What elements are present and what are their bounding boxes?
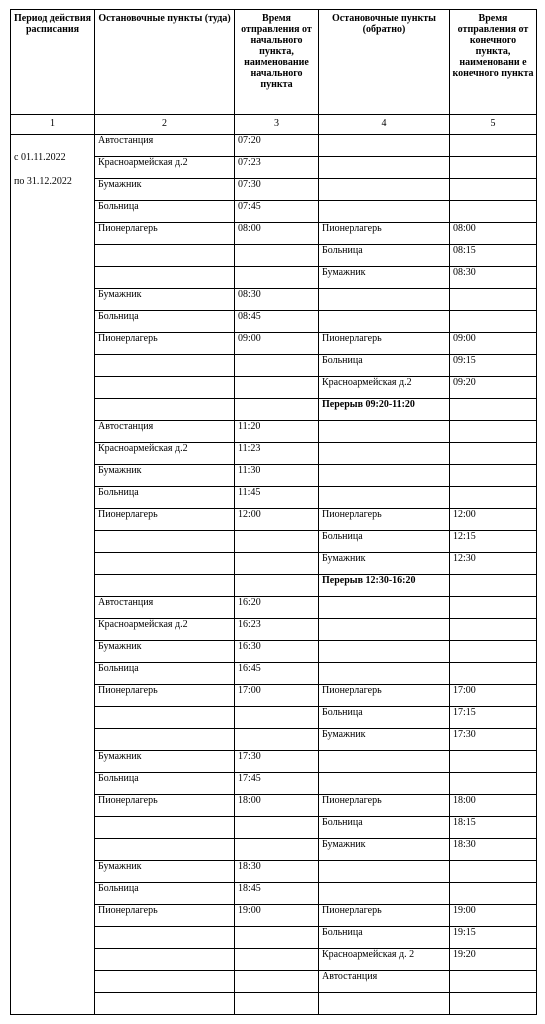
time-back-cell [450, 289, 537, 311]
stop-to-cell: Бумажник [95, 861, 235, 883]
period-cell [11, 135, 95, 1015]
time-back-cell [450, 773, 537, 795]
stop-back-cell [319, 179, 450, 201]
stop-back-cell: Пионерлагерь [319, 905, 450, 927]
stop-to-cell: Красноармейская д.2 [95, 157, 235, 179]
stop-back-cell [319, 135, 450, 157]
time-to-cell [235, 729, 319, 751]
time-back-cell [450, 421, 537, 443]
time-to-cell [235, 377, 319, 399]
time-to-cell: 07:30 [235, 179, 319, 201]
time-back-cell [450, 443, 537, 465]
stop-to-cell [95, 399, 235, 421]
stop-back-cell [319, 289, 450, 311]
stop-to-cell [95, 729, 235, 751]
stop-to-cell [95, 575, 235, 597]
stop-to-cell [95, 993, 235, 1015]
time-back-cell: 08:30 [450, 267, 537, 289]
time-to-cell: 11:23 [235, 443, 319, 465]
stop-to-cell [95, 927, 235, 949]
stop-back-cell [319, 157, 450, 179]
column-number: 3 [235, 115, 319, 135]
time-to-cell: 07:23 [235, 157, 319, 179]
period-to: по 31.12.2022 [14, 176, 72, 187]
time-to-cell [235, 245, 319, 267]
stop-to-cell: Бумажник [95, 465, 235, 487]
time-to-cell: 16:30 [235, 641, 319, 663]
stop-to-cell: Бумажник [95, 179, 235, 201]
stop-to-cell: Бумажник [95, 751, 235, 773]
stop-back-cell [319, 311, 450, 333]
table-row [11, 135, 537, 157]
time-back-cell [450, 663, 537, 685]
stop-to-cell: Бумажник [95, 641, 235, 663]
stop-back-cell: Больница [319, 927, 450, 949]
stop-back-cell: Больница [319, 355, 450, 377]
stop-to-cell: Больница [95, 311, 235, 333]
time-back-cell [450, 993, 537, 1015]
stop-to-cell: Больница [95, 663, 235, 685]
column-number: 2 [95, 115, 235, 135]
stop-back-cell [319, 487, 450, 509]
stop-back-cell: Бумажник [319, 839, 450, 861]
stop-to-cell [95, 245, 235, 267]
header-departure-start: Время отправления от начального пункта, наименование начального пункта [235, 10, 319, 115]
time-back-cell [450, 487, 537, 509]
time-to-cell: 18:45 [235, 883, 319, 905]
stop-back-cell [319, 993, 450, 1015]
stop-back-cell: Пионерлагерь [319, 509, 450, 531]
time-to-cell [235, 927, 319, 949]
time-back-cell: 18:30 [450, 839, 537, 861]
stop-back-cell: Красноармейская д. 2 [319, 949, 450, 971]
stop-to-cell [95, 553, 235, 575]
time-to-cell: 08:30 [235, 289, 319, 311]
time-back-cell: 19:20 [450, 949, 537, 971]
time-back-cell [450, 641, 537, 663]
time-to-cell: 11:45 [235, 487, 319, 509]
stop-back-cell [319, 201, 450, 223]
stop-back-cell: Бумажник [319, 553, 450, 575]
stop-back-cell: Пионерлагерь [319, 685, 450, 707]
header-period: Период действия расписания [11, 10, 95, 115]
stop-back-cell: Больница [319, 531, 450, 553]
time-back-cell: 12:15 [450, 531, 537, 553]
time-to-cell: 17:30 [235, 751, 319, 773]
stop-back-cell [319, 883, 450, 905]
time-to-cell: 12:00 [235, 509, 319, 531]
time-back-cell: 17:15 [450, 707, 537, 729]
time-to-cell: 18:00 [235, 795, 319, 817]
column-number-row [11, 115, 537, 135]
stop-to-cell: Пионерлагерь [95, 685, 235, 707]
stop-back-cell: Пионерлагерь [319, 223, 450, 245]
time-to-cell [235, 839, 319, 861]
stop-to-cell: Пионерлагерь [95, 905, 235, 927]
time-back-cell [450, 597, 537, 619]
stop-back-cell [319, 773, 450, 795]
stop-back-cell: Бумажник [319, 729, 450, 751]
stop-back-cell: Больница [319, 707, 450, 729]
stop-to-cell: Пионерлагерь [95, 223, 235, 245]
stop-back-cell: Пионерлагерь [319, 333, 450, 355]
time-back-cell: 09:00 [450, 333, 537, 355]
time-back-cell [450, 399, 537, 421]
stop-back-cell: Красноармейская д.2 [319, 377, 450, 399]
time-to-cell [235, 707, 319, 729]
time-back-cell [450, 135, 537, 157]
time-back-cell [450, 311, 537, 333]
stop-to-cell: Пионерлагерь [95, 333, 235, 355]
stop-to-cell: Бумажник [95, 289, 235, 311]
time-to-cell: 16:23 [235, 619, 319, 641]
stop-back-cell [319, 751, 450, 773]
time-back-cell [450, 971, 537, 993]
stop-back-cell [319, 641, 450, 663]
time-to-cell: 11:30 [235, 465, 319, 487]
column-number: 5 [450, 115, 537, 135]
column-number: 1 [11, 115, 95, 135]
header-row [11, 10, 537, 115]
stop-to-cell: Больница [95, 201, 235, 223]
time-to-cell: 07:45 [235, 201, 319, 223]
stop-to-cell: Красноармейская д.2 [95, 619, 235, 641]
time-back-cell: 12:30 [450, 553, 537, 575]
stop-back-cell: Больница [319, 245, 450, 267]
time-to-cell: 19:00 [235, 905, 319, 927]
stop-to-cell: Пионерлагерь [95, 795, 235, 817]
time-to-cell [235, 399, 319, 421]
stop-back-cell [319, 619, 450, 641]
stop-back-cell [319, 597, 450, 619]
stop-to-cell [95, 817, 235, 839]
time-back-cell [450, 751, 537, 773]
time-back-cell [450, 157, 537, 179]
time-to-cell: 07:20 [235, 135, 319, 157]
stop-back-cell: Пионерлагерь [319, 795, 450, 817]
time-back-cell [450, 861, 537, 883]
time-back-cell [450, 201, 537, 223]
stop-to-cell [95, 377, 235, 399]
stop-back-cell [319, 421, 450, 443]
time-to-cell: 08:45 [235, 311, 319, 333]
stop-to-cell [95, 355, 235, 377]
period-from: с 01.11.2022 [14, 152, 66, 163]
time-back-cell: 17:30 [450, 729, 537, 751]
time-to-cell: 11:20 [235, 421, 319, 443]
time-back-cell [450, 883, 537, 905]
stop-back-cell: Бумажник [319, 267, 450, 289]
stop-to-cell: Красноармейская д.2 [95, 443, 235, 465]
stop-back-cell: Перерыв 09:20-11:20 [319, 399, 450, 421]
time-to-cell [235, 993, 319, 1015]
header-departure-end: Время отправления от конечного пункта, наименовани е конечного пункта [450, 10, 537, 115]
time-to-cell [235, 575, 319, 597]
time-back-cell [450, 575, 537, 597]
stop-back-cell: Автостанция [319, 971, 450, 993]
time-back-cell [450, 465, 537, 487]
stop-back-cell: Перерыв 12:30-16:20 [319, 575, 450, 597]
stop-to-cell: Больница [95, 773, 235, 795]
stop-to-cell: Автостанция [95, 135, 235, 157]
time-back-cell: 08:00 [450, 223, 537, 245]
time-to-cell [235, 267, 319, 289]
time-to-cell: 08:00 [235, 223, 319, 245]
stop-back-cell [319, 861, 450, 883]
time-to-cell: 18:30 [235, 861, 319, 883]
time-back-cell: 19:00 [450, 905, 537, 927]
stop-to-cell [95, 839, 235, 861]
time-to-cell [235, 553, 319, 575]
stop-back-cell [319, 465, 450, 487]
schedule-table [10, 9, 537, 1015]
stop-to-cell: Пионерлагерь [95, 509, 235, 531]
stop-to-cell [95, 267, 235, 289]
time-to-cell: 17:00 [235, 685, 319, 707]
stop-to-cell: Больница [95, 487, 235, 509]
time-back-cell: 09:15 [450, 355, 537, 377]
time-to-cell: 16:45 [235, 663, 319, 685]
time-to-cell [235, 355, 319, 377]
header-stops-to: Остановочные пункты (туда) [95, 10, 235, 115]
time-to-cell [235, 531, 319, 553]
time-back-cell: 17:00 [450, 685, 537, 707]
time-to-cell [235, 971, 319, 993]
stop-to-cell: Больница [95, 883, 235, 905]
time-to-cell: 16:20 [235, 597, 319, 619]
header-stops-back: Остановочные пункты (обратно) [319, 10, 450, 115]
column-number: 4 [319, 115, 450, 135]
time-back-cell [450, 179, 537, 201]
stop-back-cell: Больница [319, 817, 450, 839]
time-back-cell: 18:00 [450, 795, 537, 817]
time-to-cell: 09:00 [235, 333, 319, 355]
time-back-cell: 19:15 [450, 927, 537, 949]
time-back-cell: 08:15 [450, 245, 537, 267]
stop-to-cell: Автостанция [95, 597, 235, 619]
time-back-cell: 12:00 [450, 509, 537, 531]
time-back-cell: 09:20 [450, 377, 537, 399]
stop-to-cell [95, 707, 235, 729]
time-to-cell: 17:45 [235, 773, 319, 795]
time-back-cell [450, 619, 537, 641]
stop-to-cell: Автостанция [95, 421, 235, 443]
stop-to-cell [95, 531, 235, 553]
time-to-cell [235, 817, 319, 839]
time-to-cell [235, 949, 319, 971]
stop-to-cell [95, 949, 235, 971]
time-back-cell: 18:15 [450, 817, 537, 839]
stop-back-cell [319, 663, 450, 685]
schedule-body [11, 135, 537, 1015]
stop-back-cell [319, 443, 450, 465]
stop-to-cell [95, 971, 235, 993]
